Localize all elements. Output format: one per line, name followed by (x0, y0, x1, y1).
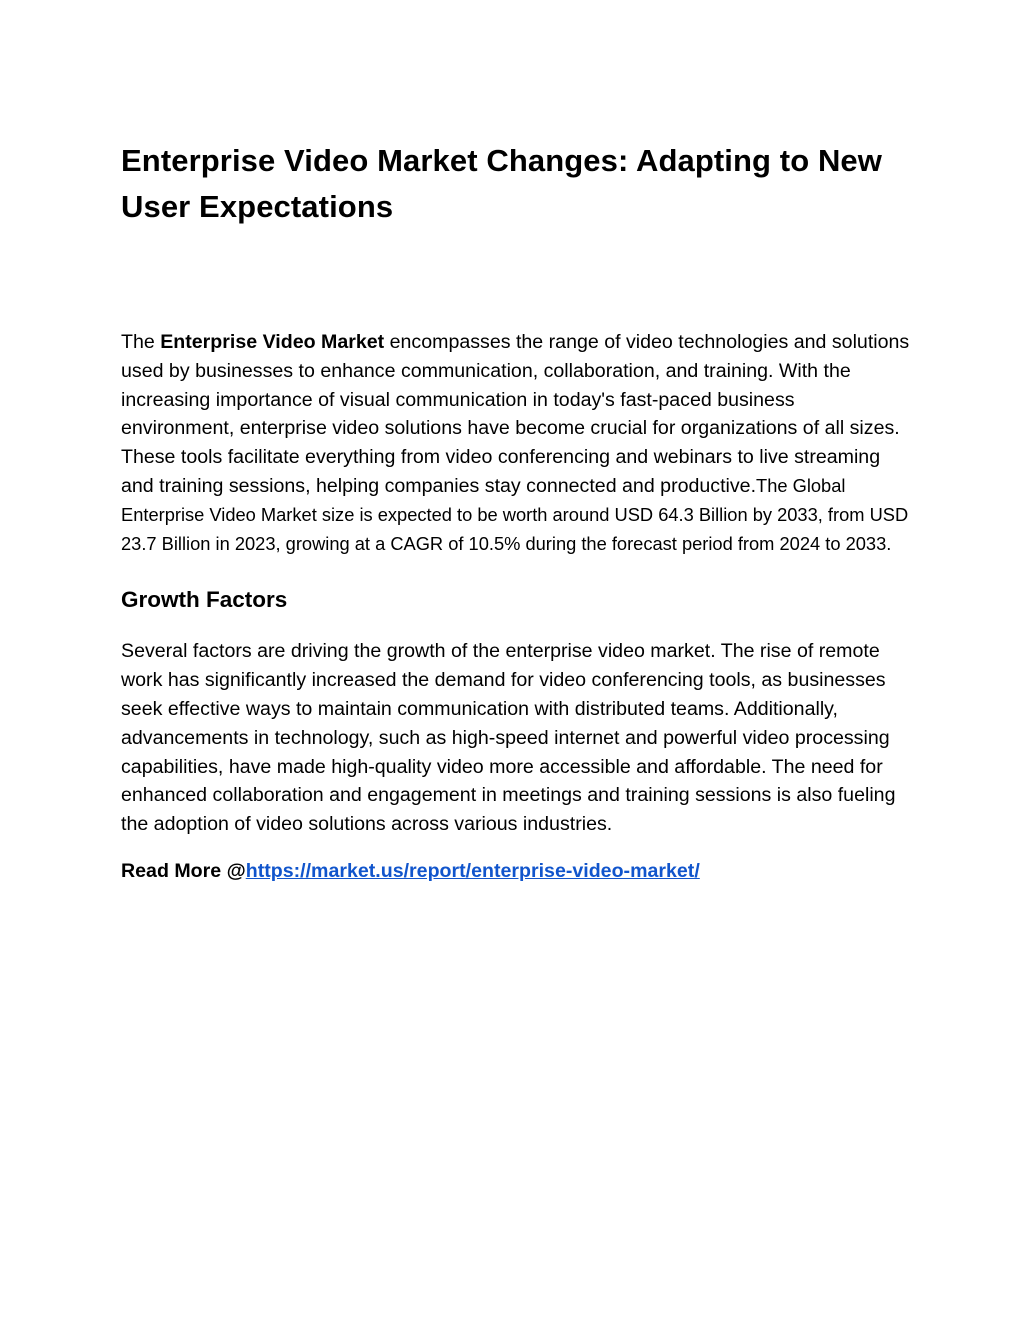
document-title: Enterprise Video Market Changes: Adapting to New User Expectations (121, 143, 882, 224)
report-link[interactable]: https://market.us/report/enterprise-video-market/ (245, 859, 700, 882)
intro-paragraph (121, 328, 911, 558)
growth-factors-paragraph: Several factors are driving the growth of the enterprise video market. The rise of remote work has significantly increased the demand for video conferencing tools, as businesses seek effective ways to maintain communication with distributed teams. Additionally, advancements in technology, such as high-speed internet and powerful video processing capabilities, have made high-quality video more accessible and affordable. The need for enhanced collaboration and engagement in meetings and training sessions is also fueling the adoption of video solutions across various industries. (121, 640, 896, 836)
intro-body: encompasses the range of video technologies and solutions used by businesses to enhance communication, collaboration, and training. With the increasing importance of visual communication in today's fast-paced business environment, enterprise video solutions have become crucial for organizations of all sizes. These tools facilitate everything from video conferencing and webinars to live streaming and training sessions, helping companies stay connected and productive. (121, 331, 910, 497)
intro-market-stat: The Global Enterprise Video Market size is expected to be worth around USD 64.3 Billion by 2033, from USD 23.7 Billion in 2023, growing at a CAGR of 10.5% during the forecast period from 2024 to 2033. (121, 474, 909, 554)
intro-lead: The (121, 331, 161, 353)
read-more-line (121, 857, 911, 886)
document-page (121, 138, 911, 886)
growth-factors-heading: Growth Factors (121, 587, 288, 613)
intro-bold-term: Enterprise Video Market (160, 331, 385, 353)
read-more-label: Read More @ (121, 859, 246, 882)
